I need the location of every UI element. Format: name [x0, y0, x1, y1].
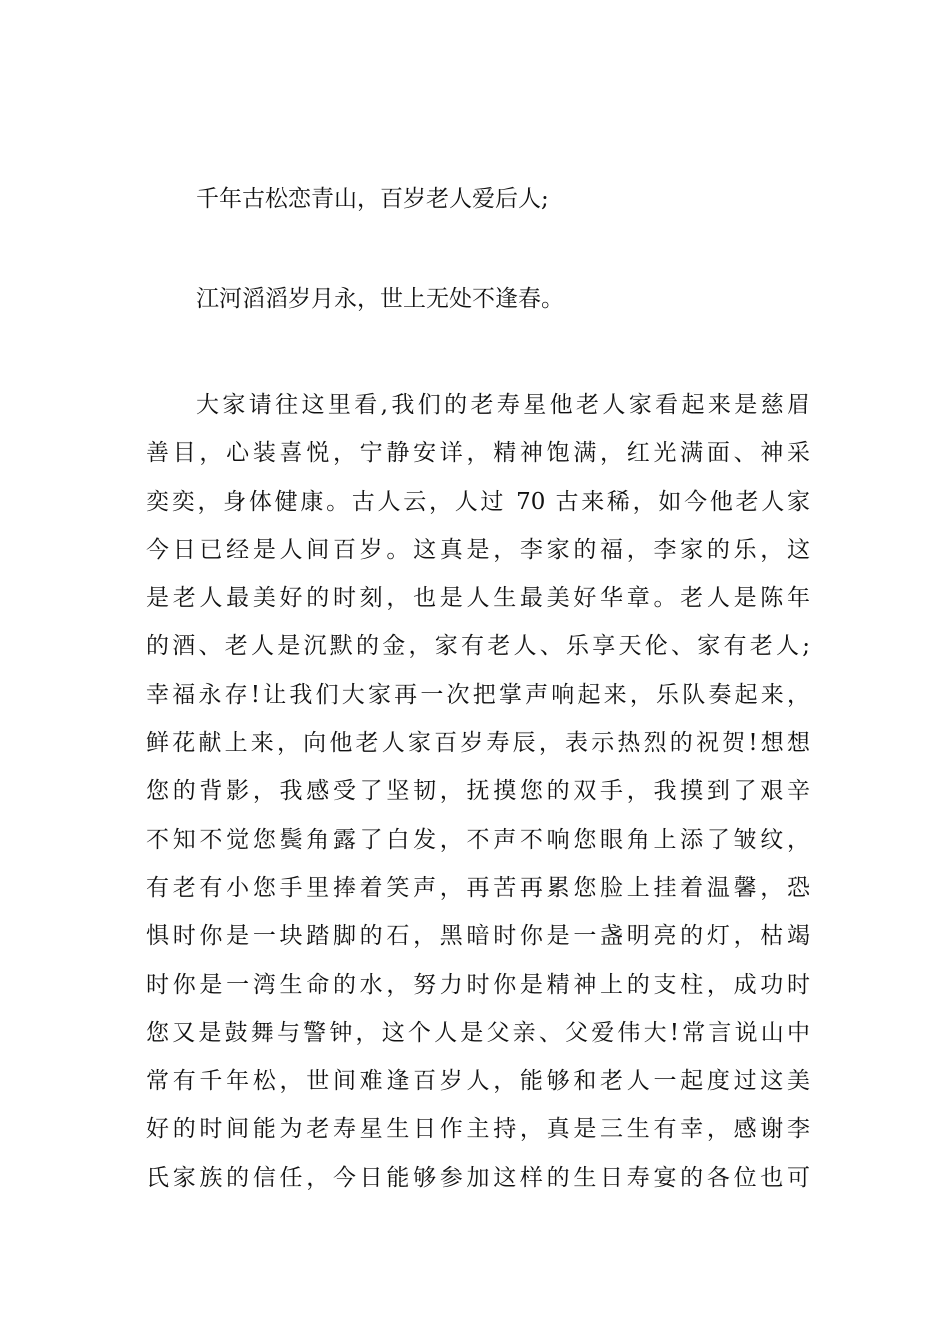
- paragraph-line: 惧时你是一块踏脚的石，黑暗时你是一盏明亮的灯，枯竭: [146, 923, 810, 950]
- paragraph-line: 鲜花献上来，向他老人家百岁寿辰，表示热烈的祝贺!想想: [146, 730, 810, 757]
- paragraph-line: 大家请往这里看,我们的老寿星他老人家看起来是慈眉: [196, 392, 810, 418]
- paragraph-line: 时你是一湾生命的水，努力时你是精神上的支柱，成功时: [146, 971, 810, 998]
- paragraph-line: 不知不觉您鬓角露了白发，不声不响您眼角上添了皱纹，: [146, 826, 810, 853]
- paragraph-line: 好的时间能为老寿星生日作主持，真是三生有幸，感谢李: [146, 1116, 810, 1143]
- paragraph-line: 的酒、老人是沉默的金，家有老人、乐享天伦、家有老人;: [146, 633, 810, 660]
- paragraph-line: 善目，心装喜悦，宁静安详，精神饱满，红光满面、神采: [146, 440, 810, 467]
- paragraph-line: 氏家族的信任，今日能够参加这样的生日寿宴的各位也可: [146, 1164, 810, 1191]
- paragraph-line: 您又是鼓舞与警钟，这个人是父亲、父爱伟大!常言说山中: [146, 1019, 810, 1046]
- paragraph-line: 幸福永存!让我们大家再一次把掌声响起来，乐队奏起来，: [146, 681, 810, 708]
- paragraph-line: 是老人最美好的时刻，也是人生最美好华章。老人是陈年: [146, 585, 810, 612]
- verse-line-2: 江河滔滔岁月永，世上无处不逢春。: [196, 286, 564, 312]
- paragraph-line: 有老有小您手里捧着笑声，再苦再累您脸上挂着温馨，恐: [146, 874, 810, 901]
- paragraph-line: 奕奕，身体健康。古人云，人过 70 古来稀，如今他老人家: [146, 488, 810, 515]
- speech-paragraph: [146, 381, 810, 1202]
- paragraph-line: 常有千年松，世间难逢百岁人，能够和老人一起度过这美: [146, 1068, 810, 1095]
- verse-line-1: 千年古松恋青山，百岁老人爱后人;: [196, 186, 549, 212]
- paragraph-line: 今日已经是人间百岁。这真是，李家的福，李家的乐，这: [146, 536, 810, 563]
- paragraph-line: 您的背影，我感受了坚韧，抚摸您的双手，我摸到了艰辛: [146, 778, 810, 805]
